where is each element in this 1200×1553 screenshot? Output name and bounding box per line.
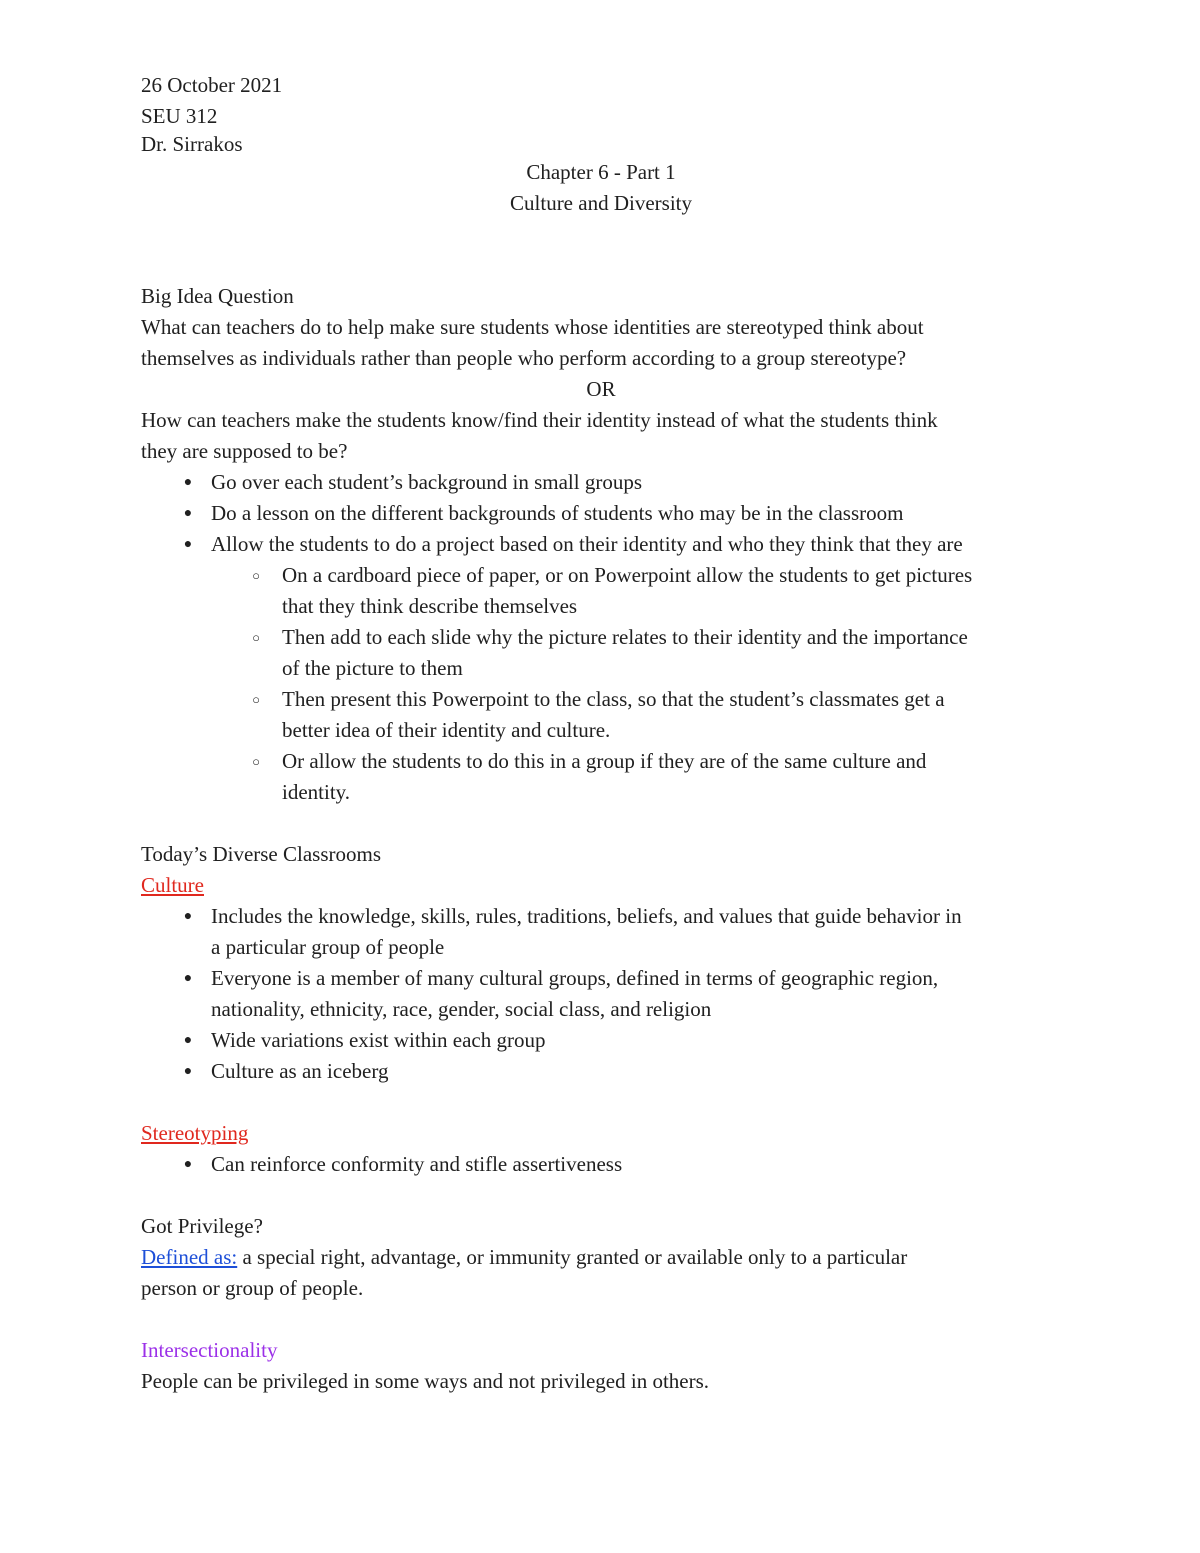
privilege-definition-line-1: Defined as: a special right, advantage, or immunity granted or available only to a particular — [141, 1245, 908, 1269]
instructor: Dr. Sirrakos — [141, 132, 243, 156]
list-item: ○ Then add to each slide why the picture relates to their identity and the importance of the picture to them — [141, 622, 1061, 684]
hollow-bullet-icon: ○ — [252, 754, 260, 769]
date: 26 October 2021 — [141, 73, 283, 97]
big-idea-bullet-list — [141, 467, 1061, 560]
hollow-bullet-icon: ○ — [252, 630, 260, 645]
list-item: ● Includes the knowledge, skills, rules, traditions, beliefs, and values that guide behavior in a particular group of people — [141, 901, 1061, 963]
intersectionality-text: People can be privileged in some ways and not privileged in others. — [141, 1369, 710, 1393]
or-separator: OR — [586, 377, 616, 401]
list-item: ○ On a cardboard piece of paper, or on Powerpoint allow the students to get pictures that they think describe themselves — [141, 560, 1061, 622]
bullet-icon: ● — [183, 1033, 193, 1048]
list-item: ○ Or allow the students to do this in a group if they are of the same culture and identity. — [141, 746, 1061, 808]
document-page — [141, 70, 1061, 1397]
bullet-icon: ● — [183, 1064, 193, 1079]
privilege-definition-line-2: person or group of people. — [141, 1276, 364, 1300]
privilege-heading: Got Privilege? — [141, 1214, 263, 1238]
diverse-classrooms-heading: Today’s Diverse Classrooms — [141, 842, 382, 866]
intersectionality-label: Intersectionality — [141, 1338, 278, 1362]
culture-label: Culture — [141, 873, 204, 897]
bullet-icon: ● — [183, 537, 193, 552]
alt-question-line-1: How can teachers make the students know/find their identity instead of what the students think — [141, 408, 938, 432]
bullet-icon: ● — [183, 971, 193, 986]
chapter-title: Chapter 6 - Part 1 — [526, 160, 676, 184]
course-code: SEU 312 — [141, 104, 218, 128]
list-item: ● Everyone is a member of many cultural groups, defined in terms of geographic region, nationality, ethnicity, race, gender, social class, and religion — [141, 963, 1061, 1025]
list-item: ● Wide variations exist within each group — [141, 1025, 1061, 1056]
defined-as-link[interactable]: Defined as: — [141, 1245, 238, 1269]
list-item: ● Go over each student’s background in small groups — [141, 467, 1061, 498]
list-item: ● Do a lesson on the different backgrounds of students who may be in the classroom — [141, 498, 1061, 529]
hollow-bullet-icon: ○ — [252, 568, 260, 583]
bullet-icon: ● — [183, 506, 193, 521]
chapter-subtitle: Culture and Diversity — [510, 191, 692, 215]
alt-question-line-2: they are supposed to be? — [141, 439, 348, 463]
list-item: ● Culture as an iceberg — [141, 1056, 1061, 1087]
stereotyping-bullet-list — [141, 1149, 1061, 1180]
culture-bullet-list — [141, 901, 1061, 1087]
list-item: ● Allow the students to do a project based on their identity and who they think that they are — [141, 529, 1061, 560]
bullet-icon: ● — [183, 475, 193, 490]
stereotyping-label: Stereotyping — [141, 1121, 249, 1145]
bullet-icon: ● — [183, 909, 193, 924]
bullet-icon: ● — [183, 1157, 193, 1172]
project-sub-bullet-list — [141, 560, 1061, 808]
big-idea-heading: Big Idea Question — [141, 284, 294, 308]
big-idea-question-line-2: themselves as individuals rather than people who perform according to a group stereotype? — [141, 346, 907, 370]
hollow-bullet-icon: ○ — [252, 692, 260, 707]
big-idea-question-line-1: What can teachers do to help make sure students whose identities are stereotyped think about — [141, 315, 924, 339]
list-item: ● Can reinforce conformity and stifle assertiveness — [141, 1149, 1061, 1180]
list-item: ○ Then present this Powerpoint to the class, so that the student’s classmates get a better idea of their identity and culture. — [141, 684, 1061, 746]
